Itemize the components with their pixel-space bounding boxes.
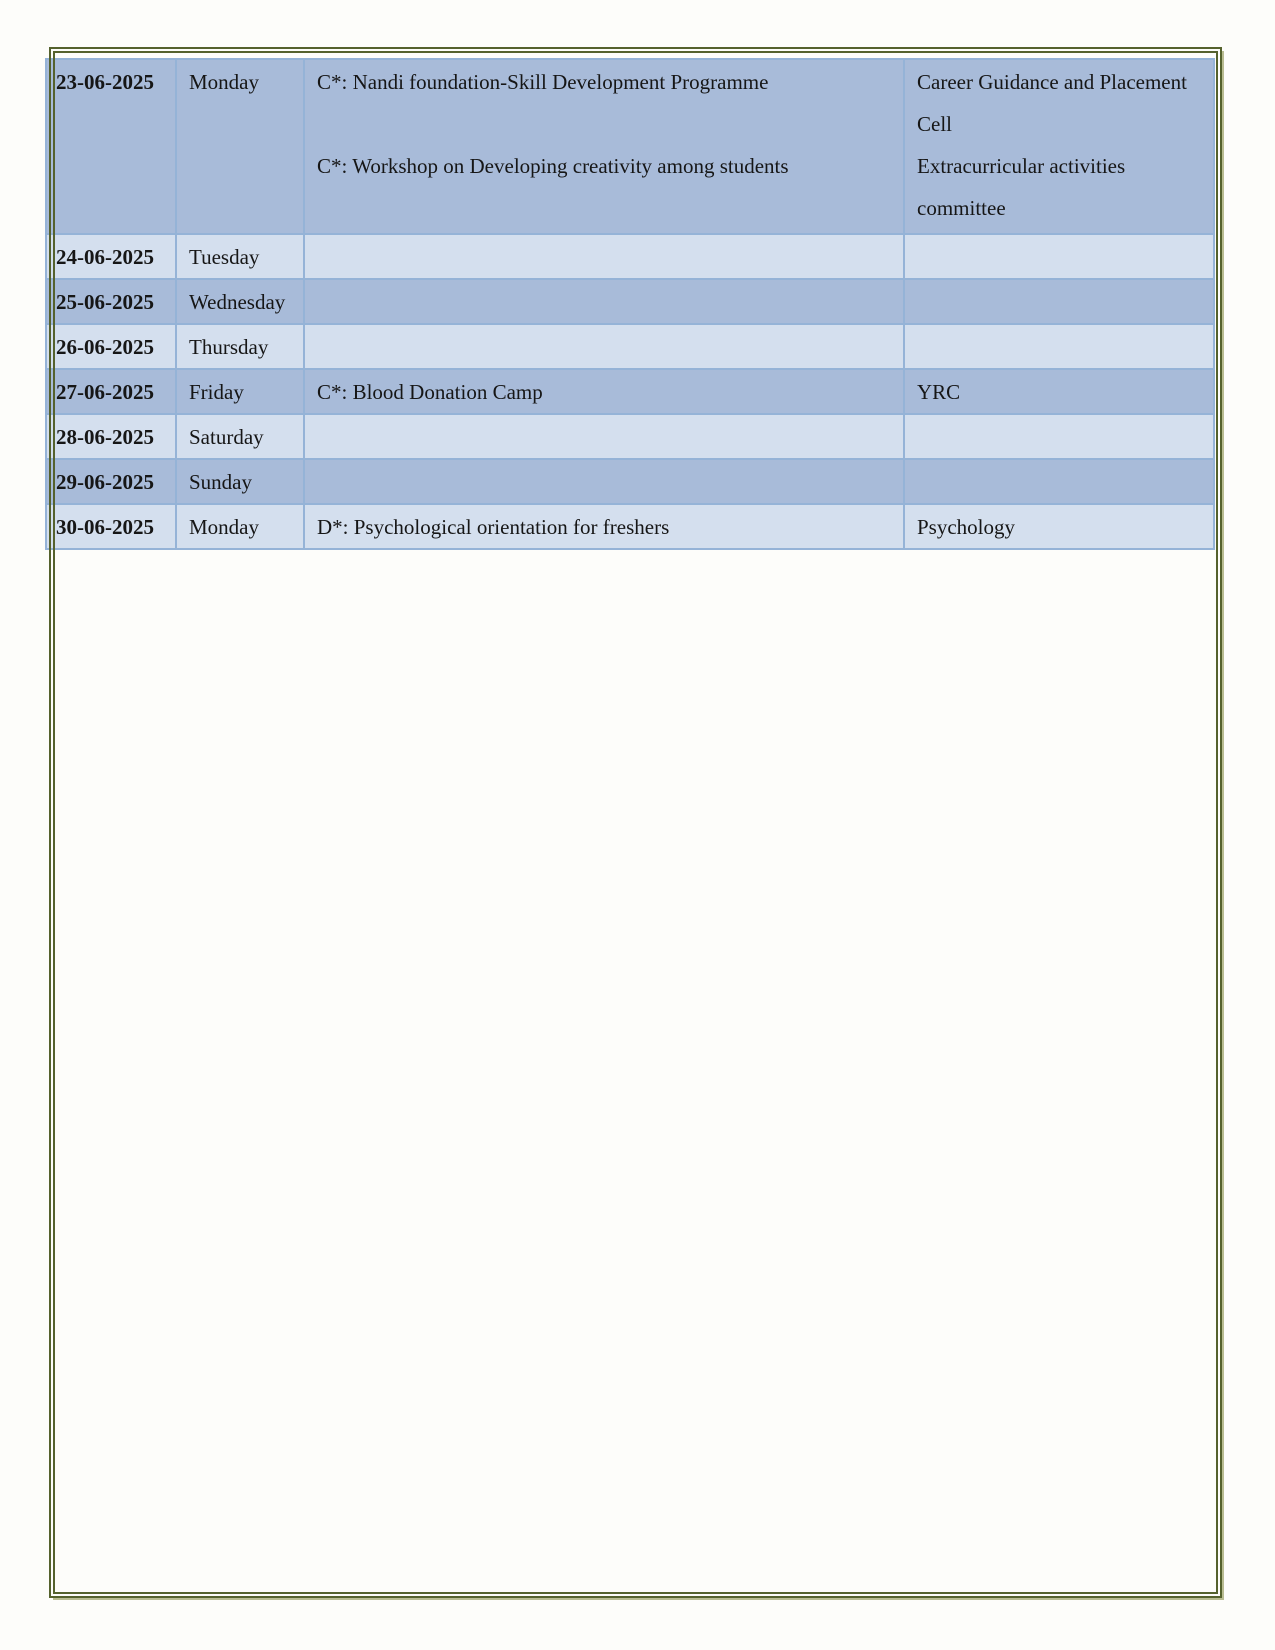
day-cell: Monday bbox=[176, 59, 304, 234]
table-row bbox=[46, 504, 1214, 549]
organizer-cell bbox=[904, 414, 1214, 459]
table-row bbox=[46, 414, 1214, 459]
events-table bbox=[45, 58, 1215, 550]
day-cell: Sunday bbox=[176, 459, 304, 504]
event-cell bbox=[304, 59, 904, 234]
day-cell: Saturday bbox=[176, 414, 304, 459]
organizer-cell bbox=[904, 279, 1214, 324]
day-cell: Tuesday bbox=[176, 234, 304, 279]
table-row bbox=[46, 324, 1214, 369]
event-cell bbox=[304, 369, 904, 414]
date-cell: 27-06-2025 bbox=[46, 369, 176, 414]
organizer-paragraph: Psychology bbox=[917, 515, 1016, 539]
date-cell: 23-06-2025 bbox=[46, 59, 176, 234]
day-cell: Thursday bbox=[176, 324, 304, 369]
event-paragraph: C*: Workshop on Developing creativity among students bbox=[317, 154, 789, 178]
event-cell bbox=[304, 324, 904, 369]
organizer-cell bbox=[904, 234, 1214, 279]
organizer-cell bbox=[904, 324, 1214, 369]
organizer-cell bbox=[904, 504, 1214, 549]
event-cell bbox=[304, 504, 904, 549]
date-cell: 30-06-2025 bbox=[46, 504, 176, 549]
table-row bbox=[46, 279, 1214, 324]
event-cell bbox=[304, 279, 904, 324]
organizer-paragraph: YRC bbox=[917, 380, 961, 404]
event-paragraph: C*: Blood Donation Camp bbox=[317, 380, 543, 404]
table-row bbox=[46, 234, 1214, 279]
organizer-paragraph: Extracurricular activities committee bbox=[917, 154, 1126, 220]
event-cell bbox=[304, 234, 904, 279]
day-cell: Wednesday bbox=[176, 279, 304, 324]
organizer-paragraph: Career Guidance and Placement Cell bbox=[917, 70, 1187, 136]
organizer-cell bbox=[904, 369, 1214, 414]
organizer-cell bbox=[904, 59, 1214, 234]
table-row bbox=[46, 59, 1214, 234]
table-row bbox=[46, 459, 1214, 504]
organizer-cell bbox=[904, 459, 1214, 504]
date-cell: 26-06-2025 bbox=[46, 324, 176, 369]
event-cell bbox=[304, 459, 904, 504]
date-cell: 24-06-2025 bbox=[46, 234, 176, 279]
event-paragraph bbox=[317, 103, 891, 145]
date-cell: 29-06-2025 bbox=[46, 459, 176, 504]
day-cell: Monday bbox=[176, 504, 304, 549]
day-cell: Friday bbox=[176, 369, 304, 414]
table-row bbox=[46, 369, 1214, 414]
event-paragraph: D*: Psychological orientation for freshers bbox=[317, 515, 670, 539]
event-cell bbox=[304, 414, 904, 459]
date-cell: 28-06-2025 bbox=[46, 414, 176, 459]
event-paragraph: C*: Nandi foundation-Skill Development Programme bbox=[317, 70, 769, 94]
date-cell: 25-06-2025 bbox=[46, 279, 176, 324]
